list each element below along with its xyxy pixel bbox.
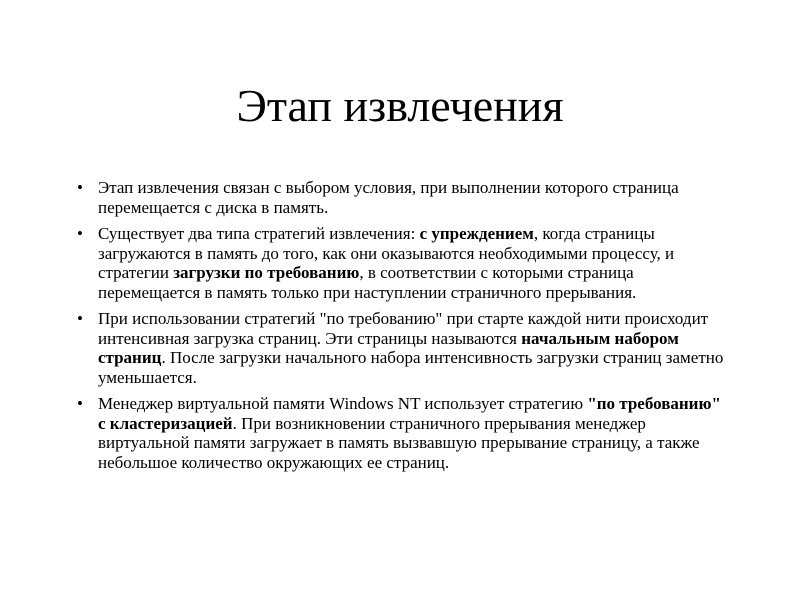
bullet-text: Этап извлечения связан с выбором условия, при выполнении которого страница перемещается с диска в память. — [98, 178, 679, 217]
bold-term-clustering: "по требованию" с кластеризацией — [98, 394, 721, 433]
bullet-item-3 — [77, 309, 730, 387]
bullet-text: , когда страницы загружаются в память до того, как они оказываются необходимыми процессу, и стратегии — [98, 224, 675, 282]
bold-term-prefetch: с упреждением — [419, 224, 534, 243]
bullet-text: . При возникновении страничного прерывания менеджер виртуальной памяти загружает в память вызвавшую прерывание страницу, а также небольшое количество окружающих ее страниц. — [98, 413, 700, 472]
bullet-list — [77, 178, 730, 479]
bullet-text: Менеджер виртуальной памяти Windows NT использует стратегию — [98, 394, 588, 413]
bullet-marker: • — [77, 394, 83, 413]
slide-title: Этап извлечения — [236, 80, 564, 131]
bullet-text: При использовании стратегий "по требованию" при старте каждой нити происходит интенсивная загрузка страниц. Эти страницы называются — [98, 309, 709, 348]
bullet-item-1 — [77, 178, 730, 217]
bullet-text: . После загрузки начального набора интенсивность загрузки страниц заметно уменьшается. — [98, 348, 724, 387]
bullet-item-2 — [77, 224, 730, 302]
bullet-marker: • — [77, 309, 83, 328]
bold-term-demand-paging: загрузки по требованию — [173, 263, 360, 282]
bullet-item-4 — [77, 394, 730, 472]
bullet-text: , в соответствии с которыми страница перемещается в память только при наступлении страничного прерывания. — [98, 263, 637, 302]
bold-term-initial-set: начальным набором страниц — [98, 328, 679, 367]
bullet-text: Существует два типа стратегий извлечения: — [98, 224, 420, 243]
bullet-marker: • — [77, 224, 83, 243]
bullet-marker: • — [77, 178, 83, 197]
